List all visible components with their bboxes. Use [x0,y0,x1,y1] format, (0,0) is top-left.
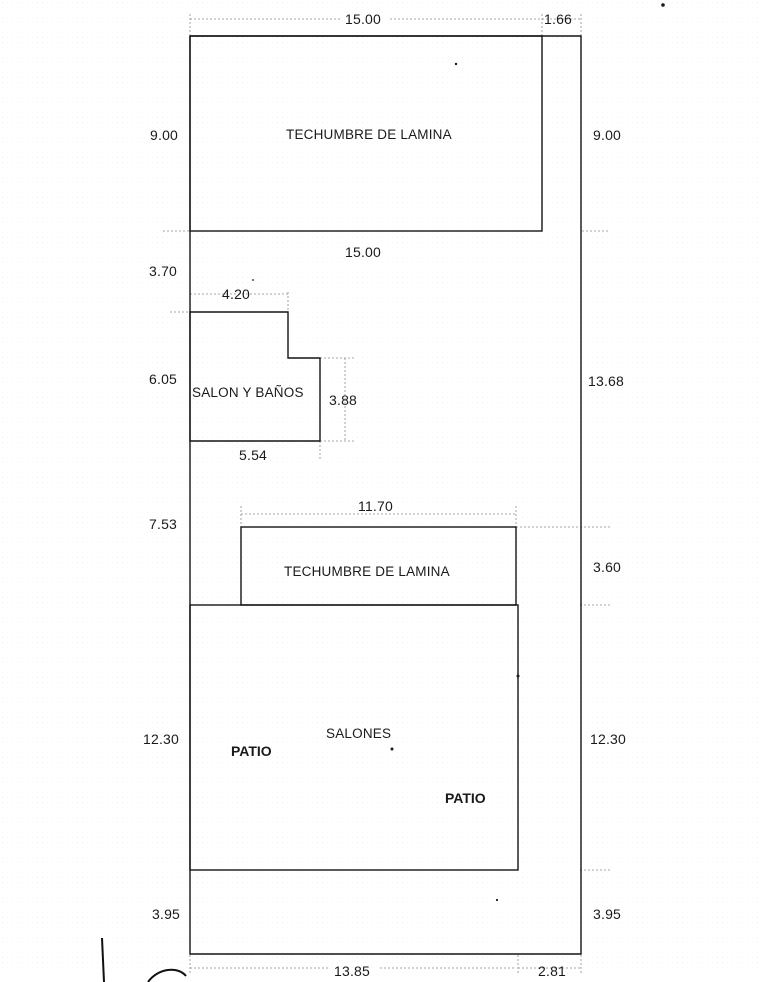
dim-mid-left: 7.53 [149,516,178,532]
dim-right-middle: 13.68 [588,373,625,389]
room-label-roof-mid: TECHUMBRE DE LAMINA [284,564,450,579]
room-label-roof-top: TECHUMBRE DE LAMINA [286,127,452,142]
dim-top-width: 15.00 [345,11,382,27]
handwritten-mark [102,938,186,982]
dim-salon-left-depth: 6.05 [149,371,178,387]
dim-salon-bottom-width: 5.54 [239,447,268,463]
dim-bottom-left: 3.95 [152,906,181,922]
salon-banos-area [190,312,320,441]
dim-bottom-right: 3.95 [593,906,622,922]
dim-bottom-width: 13.85 [334,963,371,979]
walls [190,36,581,954]
dim-salon-step-depth: 3.88 [329,392,358,408]
room-label-patio-right: PATIO [445,790,486,806]
dim-roof-right-depth: 9.00 [593,127,622,143]
dim-roof2-width: 11.70 [358,498,393,514]
dim-salones-right: 12.30 [590,731,627,747]
dim-roof-left-depth: 9.00 [150,127,179,143]
lot-outline [190,36,581,954]
dim-salones-left: 12.30 [143,731,180,747]
room-label-patio-left: PATIO [231,743,272,759]
dim-roof-bottom-width: 15.00 [345,244,382,260]
dim-gap-left: 3.70 [149,263,178,279]
dimension-lines [163,14,610,975]
room-label-salon-banos: SALON Y BAÑOS [192,385,304,400]
dim-top-right-gap: 1.66 [544,11,573,27]
dim-salon-top-width: 4.20 [222,286,251,302]
dim-roof2-right: 3.60 [593,559,622,575]
room-label-salones: SALONES [326,726,392,741]
dim-bottom-right-gap: 2.81 [538,963,567,979]
